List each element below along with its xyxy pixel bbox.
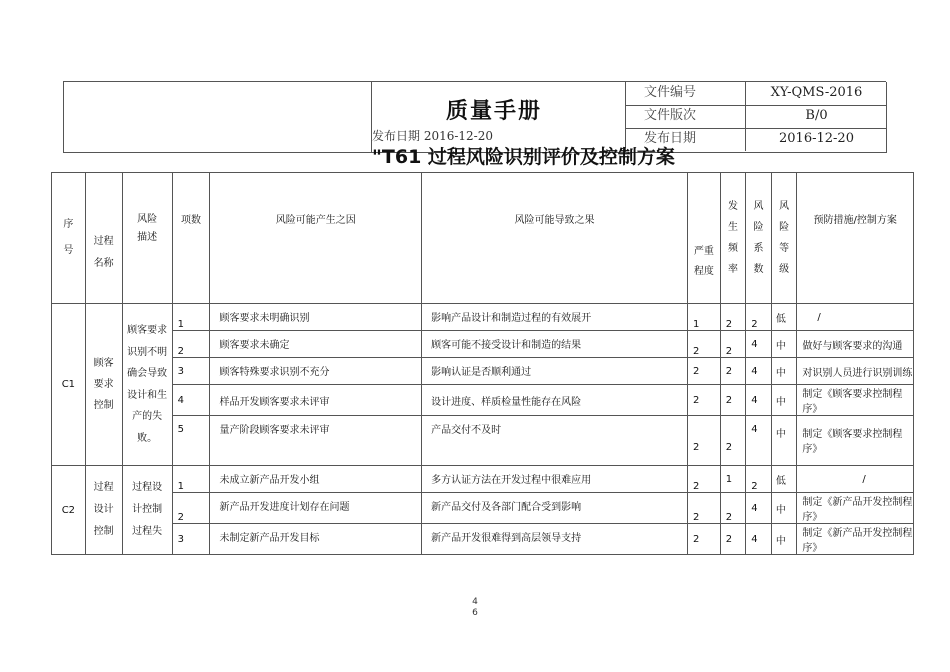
publish-line: 发布日期 2016-12-20 — [372, 129, 494, 143]
info-value: B/0 — [805, 108, 828, 123]
row-index: 2 — [172, 493, 210, 524]
page-number — [0, 597, 950, 619]
row-level: 低 — [771, 304, 797, 331]
info-label: 文件编号 — [626, 82, 746, 105]
row-effect: 影响认证是否顺利通过 — [422, 358, 688, 385]
row-coefficient: 4 — [746, 358, 772, 385]
info-value: XY-QMS-2016 — [770, 85, 863, 100]
header-items: 项数 — [172, 173, 210, 304]
row-effect: 新产品开发很难得到高层领导支持 — [422, 524, 688, 555]
row-effect: 设计进度、样质检量性能存在风险 — [422, 385, 688, 416]
row-cause: 样品开发顾客要求未评审 — [210, 385, 422, 416]
row-plan: 制定《新产品开发控制程序》 — [797, 493, 914, 524]
row-level: 中 — [771, 493, 797, 524]
row-level: 中 — [771, 358, 797, 385]
group-process: 顾客 要求 控制 — [85, 304, 122, 466]
row-coefficient: 4 — [746, 524, 772, 555]
table-row — [52, 331, 914, 358]
row-severity: 2 — [687, 385, 720, 416]
row-cause: 未制定新产品开发目标 — [210, 524, 422, 555]
row-frequency: 2 — [720, 493, 746, 524]
row-level: 中 — [771, 331, 797, 358]
table-row — [52, 524, 914, 555]
row-level: 中 — [771, 385, 797, 416]
row-severity: 2 — [687, 493, 720, 524]
section-title: "T61 过程风险识别评价及控制方案 — [372, 146, 675, 168]
info-row-doc-number — [626, 82, 886, 106]
row-severity: 2 — [687, 524, 720, 555]
row-cause: 顾客特殊要求识别不充分 — [210, 358, 422, 385]
row-coefficient: 4 — [746, 385, 772, 416]
row-cause: 未成立新产品开发小组 — [210, 466, 422, 493]
row-severity: 1 — [687, 304, 720, 331]
row-plan: / — [797, 304, 914, 331]
header-coefficient: 风 险 系 数 — [746, 173, 772, 304]
row-level: 中 — [771, 524, 797, 555]
header-risk-desc: 风险 描述 — [122, 173, 172, 304]
row-index: 4 — [172, 385, 210, 416]
row-cause: 顾客要求未确定 — [210, 331, 422, 358]
header-seq: 序 号 — [52, 173, 86, 304]
row-index: 3 — [172, 358, 210, 385]
row-coefficient: 4 — [746, 416, 772, 466]
row-frequency: 2 — [720, 358, 746, 385]
row-frequency: 2 — [720, 331, 746, 358]
row-cause: 新产品开发进度计划存在问题 — [210, 493, 422, 524]
page-number-top: 4 — [472, 597, 478, 607]
row-severity: 2 — [687, 466, 720, 493]
group-code: C2 — [52, 466, 86, 555]
header-plan: 预防措施/控制方案 — [797, 173, 914, 304]
table-row — [52, 493, 914, 524]
group-process: 过程 设计 控制 — [85, 466, 122, 555]
row-plan: 对识别人员进行识别训练 — [797, 358, 914, 385]
page-number-bottom: 6 — [472, 608, 478, 618]
row-coefficient: 2 — [746, 466, 772, 493]
logo-cell — [63, 82, 372, 153]
row-frequency: 2 — [720, 416, 746, 466]
info-value: 2016-12-20 — [779, 131, 854, 146]
info-label: 文件版次 — [626, 105, 746, 128]
header-effect: 风险可能导致之果 — [422, 173, 688, 304]
row-index: 1 — [172, 304, 210, 331]
header-process: 过程 名称 — [85, 173, 122, 304]
row-severity: 2 — [687, 416, 720, 466]
row-frequency: 2 — [720, 304, 746, 331]
row-plan: 制定《顾客要求控制程序》 — [797, 416, 914, 466]
row-cause: 顾客要求未明确识别 — [210, 304, 422, 331]
table-header-row — [52, 173, 914, 304]
row-plan: 制定《新产品开发控制程序》 — [797, 524, 914, 555]
header-frequency: 发 生 频 率 — [720, 173, 746, 304]
row-frequency: 2 — [720, 385, 746, 416]
group-desc: 过程设 计控制 过程失 — [122, 466, 172, 555]
header-severity: 严重 程度 — [687, 173, 720, 304]
group-desc: 顾客要求 识别不明 确会导致 设计和生 产的失 败。 — [122, 304, 172, 466]
row-plan: 做好与顾客要求的沟通 — [797, 331, 914, 358]
row-severity: 2 — [687, 358, 720, 385]
risk-table — [51, 172, 914, 555]
row-level: 中 — [771, 416, 797, 466]
manual-title: 质量手册 — [446, 99, 543, 124]
row-effect: 多方认证方法在开发过程中很难应用 — [422, 466, 688, 493]
row-coefficient: 4 — [746, 493, 772, 524]
table-row — [52, 358, 914, 385]
row-plan: 制定《顾客要求控制程序》 — [797, 385, 914, 416]
row-index: 1 — [172, 466, 210, 493]
row-effect: 顾客可能不接受设计和制造的结果 — [422, 331, 688, 358]
row-index: 3 — [172, 524, 210, 555]
row-cause: 量产阶段顾客要求未评审 — [210, 416, 422, 466]
group-code: C1 — [52, 304, 86, 466]
header-cause: 风险可能产生之因 — [210, 173, 422, 304]
table-row — [52, 304, 914, 331]
info-label: 发布日期 — [626, 128, 746, 151]
table-row — [52, 466, 914, 493]
table-row — [52, 385, 914, 416]
row-plan: / — [797, 466, 914, 493]
row-effect: 影响产品设计和制造过程的有效展开 — [422, 304, 688, 331]
info-row-version — [626, 105, 886, 129]
row-effect: 新产品交付及各部门配合受到影响 — [422, 493, 688, 524]
row-index: 5 — [172, 416, 210, 466]
row-index: 2 — [172, 331, 210, 358]
row-frequency: 2 — [720, 524, 746, 555]
table-row — [52, 416, 914, 466]
row-coefficient: 2 — [746, 304, 772, 331]
header-level: 风 险 等 级 — [771, 173, 797, 304]
row-effect: 产品交付不及时 — [422, 416, 688, 466]
row-level: 低 — [771, 466, 797, 493]
row-severity: 2 — [687, 331, 720, 358]
row-coefficient: 4 — [746, 331, 772, 358]
row-frequency: 1 — [720, 466, 746, 493]
